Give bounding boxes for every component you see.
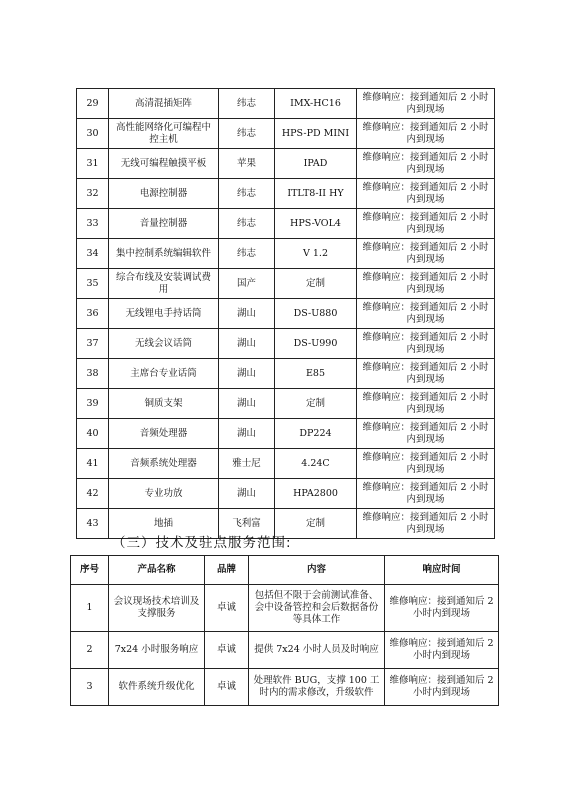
- response-time: 维修响应：接到通知后 2 小时内到现场: [385, 632, 499, 669]
- table-row: [71, 669, 499, 706]
- product-brand: 湖山: [219, 479, 275, 509]
- response-time: 维修响应：接到通知后 2 小时内到现场: [357, 149, 495, 179]
- row-number: 31: [77, 149, 109, 179]
- product-name: 无线可编程触摸平板: [109, 149, 219, 179]
- product-name: 无线锂电手持话筒: [109, 299, 219, 329]
- response-time: 维修响应：接到通知后 2 小时内到现场: [357, 179, 495, 209]
- service-name: 7x24 小时服务响应: [109, 632, 205, 669]
- response-time: 维修响应：接到通知后 2 小时内到现场: [357, 419, 495, 449]
- service-name: 会议现场技术培训及支撑服务: [109, 585, 205, 632]
- equipment-table: [76, 88, 495, 539]
- response-time: 维修响应：接到通知后 2 小时内到现场: [357, 299, 495, 329]
- product-model: IMX-HC16: [275, 89, 357, 119]
- product-brand: 纬志: [219, 239, 275, 269]
- product-model: DS-U990: [275, 329, 357, 359]
- product-model: ITLT8-II HY: [275, 179, 357, 209]
- service-brand: 卓诚: [205, 669, 249, 706]
- product-brand: 湖山: [219, 389, 275, 419]
- product-model: IPAD: [275, 149, 357, 179]
- table-row: [77, 329, 495, 359]
- product-name: 高清混插矩阵: [109, 89, 219, 119]
- product-model: 定制: [275, 509, 357, 539]
- table-row: [77, 149, 495, 179]
- row-number: 36: [77, 299, 109, 329]
- table-header-row: [71, 556, 499, 585]
- product-brand: 湖山: [219, 329, 275, 359]
- row-number: 29: [77, 89, 109, 119]
- response-time: 维修响应：接到通知后 2 小时内到现场: [357, 389, 495, 419]
- product-brand: 湖山: [219, 419, 275, 449]
- row-number: 42: [77, 479, 109, 509]
- table-row: [77, 479, 495, 509]
- service-content: 处理软件 BUG，支撑 100 工时内的需求修改，升级软件: [249, 669, 385, 706]
- header-no: 序号: [71, 556, 109, 585]
- service-name: 软件系统升级优化: [109, 669, 205, 706]
- row-number: 41: [77, 449, 109, 479]
- table-row: [77, 359, 495, 389]
- product-brand: 纬志: [219, 179, 275, 209]
- response-time: 维修响应：接到通知后 2 小时内到现场: [357, 239, 495, 269]
- product-name: 高性能网络化可编程中控主机: [109, 119, 219, 149]
- product-name: 综合布线及安装调试费用: [109, 269, 219, 299]
- product-brand: 纬志: [219, 209, 275, 239]
- service-content: 包括但不限于会前测试准备、会中设备管控和会后数据备份等具体工作: [249, 585, 385, 632]
- product-brand: 湖山: [219, 359, 275, 389]
- product-name: 集中控制系统编辑软件: [109, 239, 219, 269]
- row-number: 40: [77, 419, 109, 449]
- product-brand: 雅士尼: [219, 449, 275, 479]
- header-name: 产品名称: [109, 556, 205, 585]
- row-number: 1: [71, 585, 109, 632]
- product-name: 主席台专业话筒: [109, 359, 219, 389]
- service-table: [70, 555, 499, 706]
- product-name: 无线会议话筒: [109, 329, 219, 359]
- product-model: HPS-VOL4: [275, 209, 357, 239]
- table-row: [71, 632, 499, 669]
- table-row: [77, 299, 495, 329]
- row-number: 30: [77, 119, 109, 149]
- product-name: 音频处理器: [109, 419, 219, 449]
- product-name: 电源控制器: [109, 179, 219, 209]
- product-brand: 国产: [219, 269, 275, 299]
- product-model: 定制: [275, 269, 357, 299]
- table-row: [77, 179, 495, 209]
- response-time: 维修响应：接到通知后 2 小时内到现场: [357, 509, 495, 539]
- service-content: 提供 7x24 小时人员及时响应: [249, 632, 385, 669]
- service-brand: 卓诚: [205, 632, 249, 669]
- response-time: 维修响应：接到通知后 2 小时内到现场: [357, 329, 495, 359]
- row-number: 3: [71, 669, 109, 706]
- response-time: 维修响应：接到通知后 2 小时内到现场: [357, 89, 495, 119]
- product-name: 音量控制器: [109, 209, 219, 239]
- product-brand: 飞利富: [219, 509, 275, 539]
- header-response: 响应时间: [385, 556, 499, 585]
- row-number: 38: [77, 359, 109, 389]
- table-row: [77, 209, 495, 239]
- product-brand: 纬志: [219, 119, 275, 149]
- table-row: [77, 239, 495, 269]
- response-time: 维修响应：接到通知后 2 小时内到现场: [357, 359, 495, 389]
- table-row: [77, 419, 495, 449]
- table-row: [71, 585, 499, 632]
- product-model: V 1.2: [275, 239, 357, 269]
- row-number: 33: [77, 209, 109, 239]
- product-model: 定制: [275, 389, 357, 419]
- table-row: [77, 389, 495, 419]
- product-model: DS-U880: [275, 299, 357, 329]
- row-number: 35: [77, 269, 109, 299]
- response-time: 维修响应：接到通知后 2 小时内到现场: [357, 479, 495, 509]
- row-number: 39: [77, 389, 109, 419]
- table-row: [77, 269, 495, 299]
- equipment-table-body: [77, 89, 495, 539]
- table-row: [77, 89, 495, 119]
- response-time: 维修响应：接到通知后 2 小时内到现场: [357, 209, 495, 239]
- response-time: 维修响应：接到通知后 2 小时内到现场: [385, 669, 499, 706]
- row-number: 34: [77, 239, 109, 269]
- product-brand: 湖山: [219, 299, 275, 329]
- header-brand: 品牌: [205, 556, 249, 585]
- row-number: 37: [77, 329, 109, 359]
- product-model: HPS-PD MINI: [275, 119, 357, 149]
- product-name: 音频系统处理器: [109, 449, 219, 479]
- product-name: 铜质支架: [109, 389, 219, 419]
- product-model: HPA2800: [275, 479, 357, 509]
- product-brand: 纬志: [219, 89, 275, 119]
- product-name: 专业功放: [109, 479, 219, 509]
- response-time: 维修响应：接到通知后 2 小时内到现场: [357, 449, 495, 479]
- row-number: 32: [77, 179, 109, 209]
- section-heading: （三）技术及驻点服务范围:: [112, 535, 292, 551]
- response-time: 维修响应：接到通知后 2 小时内到现场: [385, 585, 499, 632]
- row-number: 2: [71, 632, 109, 669]
- table-row: [77, 119, 495, 149]
- product-model: DP224: [275, 419, 357, 449]
- row-number: 43: [77, 509, 109, 539]
- product-model: 4.24C: [275, 449, 357, 479]
- product-name: 地插: [109, 509, 219, 539]
- response-time: 维修响应：接到通知后 2 小时内到现场: [357, 119, 495, 149]
- header-content: 内容: [249, 556, 385, 585]
- product-model: E85: [275, 359, 357, 389]
- table-row: [77, 449, 495, 479]
- product-brand: 苹果: [219, 149, 275, 179]
- response-time: 维修响应：接到通知后 2 小时内到现场: [357, 269, 495, 299]
- service-brand: 卓诚: [205, 585, 249, 632]
